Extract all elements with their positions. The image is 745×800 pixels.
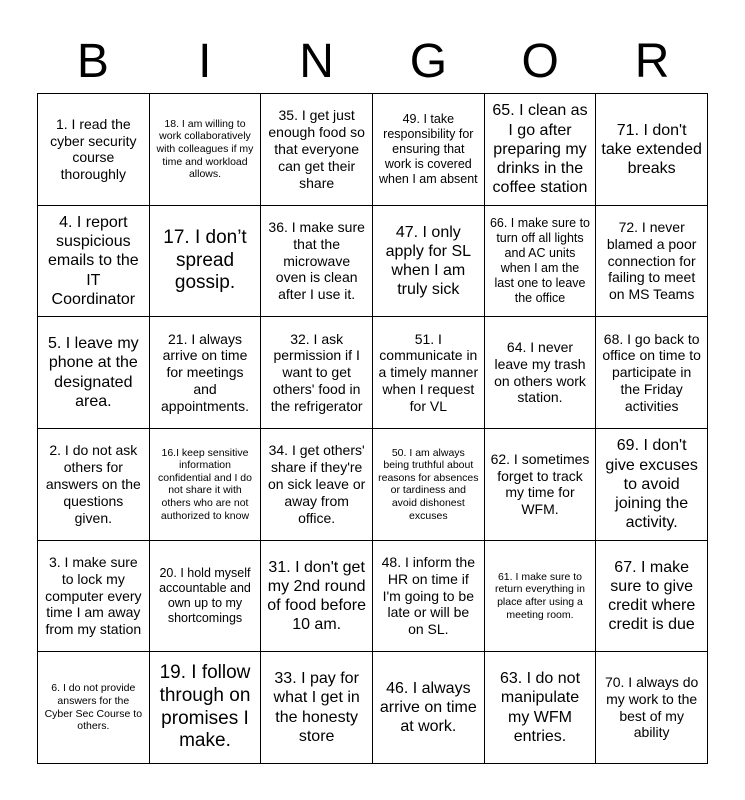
- bingo-cell[interactable]: 18. I am willing to work collaboratively with colleagues if my time and workload allows.: [150, 94, 262, 206]
- bingo-cell[interactable]: 2. I do not ask others for answers on the questions given.: [38, 429, 150, 541]
- bingo-cell[interactable]: 51. I communicate in a timely manner when I request for VL: [373, 317, 485, 429]
- bingo-cell[interactable]: 65. I clean as I go after preparing my drinks in the coffee station: [485, 94, 597, 206]
- bingo-cell[interactable]: 49. I take responsibility for ensuring that work is covered when I am absent: [373, 94, 485, 206]
- bingo-cell[interactable]: 4. I report suspicious emails to the IT Coordinator: [38, 206, 150, 318]
- bingo-header: [37, 30, 708, 94]
- bingo-cell[interactable]: 36. I make sure that the microwave oven is clean after I use it.: [261, 206, 373, 318]
- bingo-cell[interactable]: 63. I do not manipulate my WFM entries.: [485, 652, 597, 764]
- bingo-cell[interactable]: 33. I pay for what I get in the honesty store: [261, 652, 373, 764]
- bingo-cell[interactable]: 31. I don't get my 2nd round of food before 10 am.: [261, 541, 373, 653]
- bingo-cell[interactable]: 1. I read the cyber security course thoroughly: [38, 94, 150, 206]
- bingo-cell[interactable]: 47. I only apply for SL when I am truly sick: [373, 206, 485, 318]
- bingo-cell[interactable]: 48. I inform the HR on time if I'm going to be late or will be on SL.: [373, 541, 485, 653]
- bingo-cell[interactable]: 16.I keep sensitive information confidential and I do not share it with others who are not authorized to know: [150, 429, 262, 541]
- bingo-cell[interactable]: 71. I don't take extended breaks: [596, 94, 708, 206]
- bingo-cell[interactable]: 70. I always do my work to the best of my ability: [596, 652, 708, 764]
- bingo-cell[interactable]: 21. I always arrive on time for meetings and appointments.: [150, 317, 262, 429]
- bingo-cell[interactable]: 35. I get just enough food so that everyone can get their share: [261, 94, 373, 206]
- bingo-cell[interactable]: 67. I make sure to give credit where credit is due: [596, 541, 708, 653]
- bingo-cell[interactable]: 64. I never leave my trash on others work station.: [485, 317, 597, 429]
- bingo-cell[interactable]: 72. I never blamed a poor connection for failing to meet on MS Teams: [596, 206, 708, 318]
- header-letter-g: G: [409, 35, 448, 88]
- bingo-cell[interactable]: 69. I don't give excuses to avoid joining the activity.: [596, 429, 708, 541]
- header-letter-i: I: [198, 35, 212, 88]
- bingo-cell[interactable]: 19. I follow through on promises I make.: [150, 652, 262, 764]
- bingo-grid: [37, 93, 708, 764]
- bingo-cell[interactable]: 32. I ask permission if I want to get others' food in the refrigerator: [261, 317, 373, 429]
- bingo-cell[interactable]: 3. I make sure to lock my computer every time I am away from my station: [38, 541, 150, 653]
- bingo-cell[interactable]: 50. I am always being truthful about reasons for absences or tardiness and avoid dishonest excuses: [373, 429, 485, 541]
- bingo-cell[interactable]: 62. I sometimes forget to track my time for WFM.: [485, 429, 597, 541]
- bingo-cell[interactable]: 17. I don’t spread gossip.: [150, 206, 262, 318]
- bingo-cell[interactable]: 20. I hold myself accountable and own up to my shortcomings: [150, 541, 262, 653]
- bingo-cell[interactable]: 66. I make sure to turn off all lights and AC units when I am the last one to leave the office: [485, 206, 597, 318]
- bingo-cell[interactable]: 5. I leave my phone at the designated area.: [38, 317, 150, 429]
- bingo-cell[interactable]: 68. I go back to office on time to participate in the Friday activities: [596, 317, 708, 429]
- header-letter-o: O: [521, 35, 559, 88]
- header-letter-b: B: [76, 35, 109, 88]
- bingo-cell[interactable]: 6. I do not provide answers for the Cyber Sec Course to others.: [38, 652, 150, 764]
- bingo-cell[interactable]: 46. I always arrive on time at work.: [373, 652, 485, 764]
- header-letter-n: N: [299, 35, 334, 88]
- bingo-cell[interactable]: 61. I make sure to return everything in place after using a meeting room.: [485, 541, 597, 653]
- header-letter-r: R: [634, 35, 670, 88]
- bingo-cell[interactable]: 34. I get others' share if they're on sick leave or away from office.: [261, 429, 373, 541]
